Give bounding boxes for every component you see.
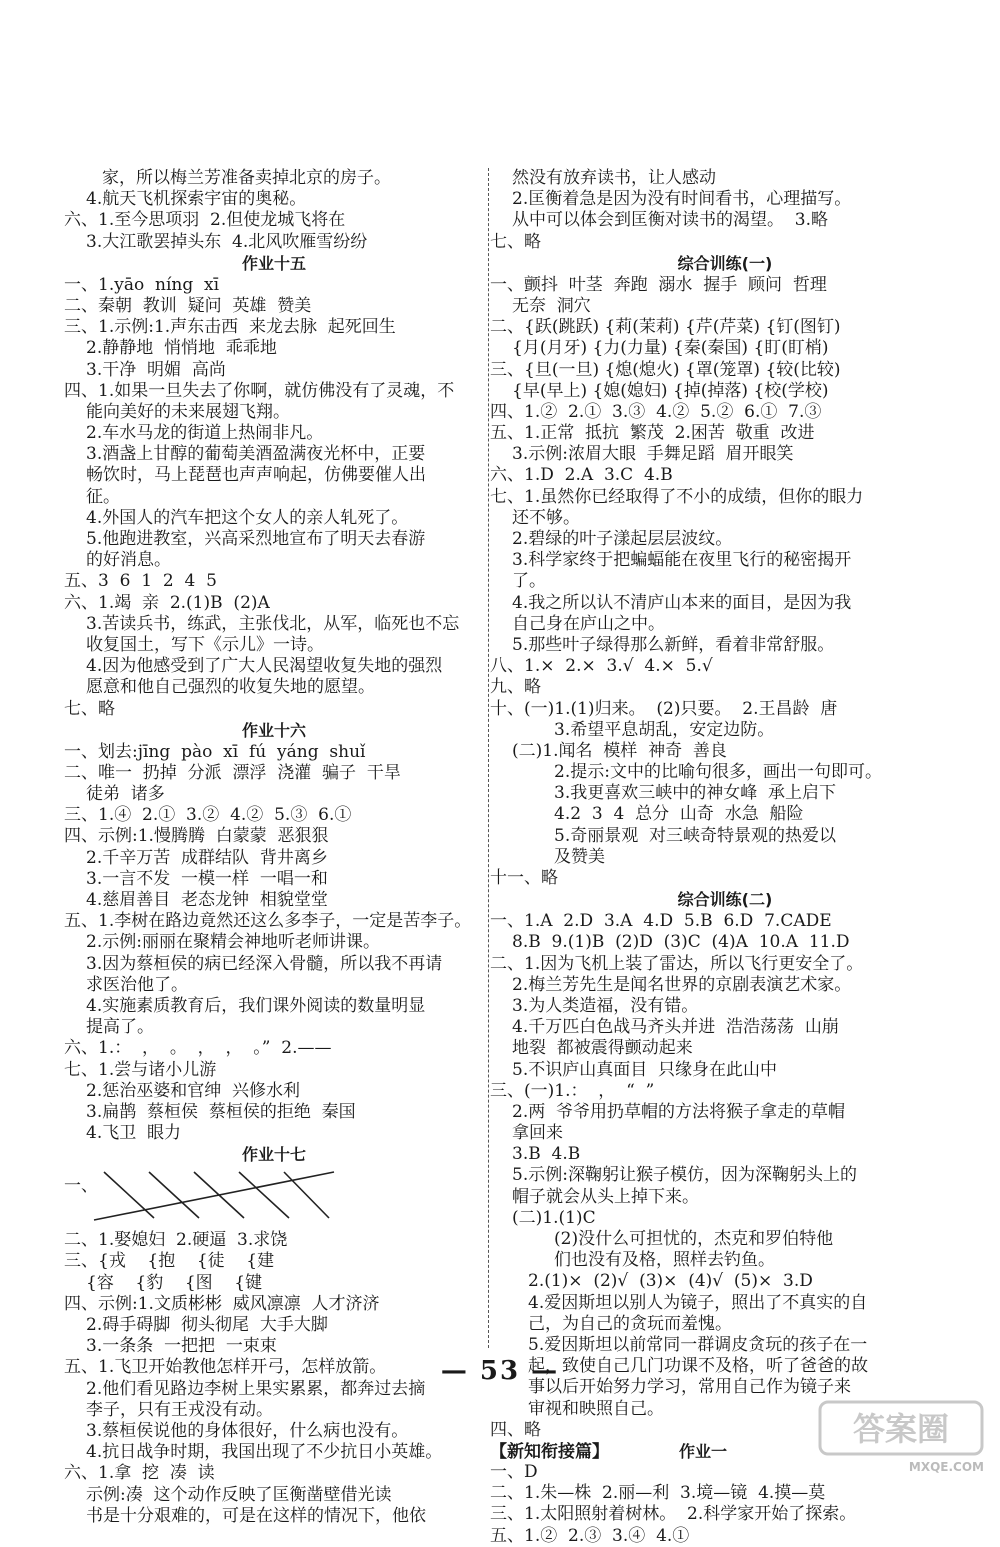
answer-line: 四、略 [490,1419,541,1440]
watermark-logo [816,1398,986,1474]
answer-line: 4.抗日战争时期，我国出现了不少抗日小英雄。 [86,1442,443,1463]
matching-line [239,1172,289,1218]
right-column [490,168,960,1547]
answer-line: 的好消息。 [86,550,171,571]
answer-line: 四、1.② 2.① 3.③ 4.② 5.② 6.① 7.③ [490,401,822,422]
answer-line: 3.大江歌罢掉头东 4.北风吹雁雪纷纷 [86,231,368,252]
answer-line: 3.B 4.B [512,1144,581,1165]
answer-line: {早(早上) {媳(媳妇) {掉(掉落) {校(学校) [512,380,829,401]
answer-line: 五、1.飞卫开始教他怎样开弓，怎样放箭。 [64,1357,387,1378]
answer-line: 事以后开始努力学习，常用自己作为镜子来 [528,1377,851,1398]
answer-line: 四、示例:1.文质彬彬 威风凛凛 人才济济 [64,1293,380,1314]
answer-line: 一、颤抖 叶茎 奔跑 溺水 握手 顾问 哲理 [490,274,827,295]
answer-line: 还不够。 [512,507,580,528]
answer-line: 二、唯一 扔掉 分派 漂浮 浇灌 骗子 干旱 [64,762,401,783]
answer-line: 一、划去:jīng pào xī fú yáng shuǐ [64,741,366,762]
answer-line: 一、1.yāo níng xī [64,274,220,295]
answer-line: 3.扁鹊 蔡桓侯 蔡桓侯的拒绝 秦国 [86,1101,356,1122]
answer-line: 们也没有及格，照样去钓鱼。 [554,1250,775,1271]
answer-line: 3.干净 明媚 高尚 [86,359,226,380]
answer-line: 2.千辛万苦 成群结队 背井离乡 [86,847,328,868]
answer-line: 无奈 洞穴 [512,295,591,316]
answer-line: 三、1.示例:1.声东击西 来龙去脉 起死回生 [64,317,396,338]
answer-line: 二、1.因为飞机上装了雷达，所以飞行更安全了。 [490,953,864,974]
answer-line: 3.我更喜欢三峡中的神女峰 承上启下 [554,783,837,804]
answer-line: 4.外国人的汽车把这个女人的亲人轧死了。 [86,507,409,528]
answer-line: 畅饮时，马上琵琶也声声响起，仿佛要催人出 [86,465,426,486]
answer-line: 己，为自己的贪玩而羞愧。 [528,1313,732,1334]
answer-line: 审视和映照自己。 [528,1398,664,1419]
answer-line: 4.我之所以认不清庐山本来的面目，是因为我 [512,592,852,613]
answer-line: 3.科学家终于把蝙蝠能在夜里飞行的秘密揭开 [512,550,852,571]
answer-line: 徒弟 诸多 [86,784,165,805]
answer-line: 4.飞卫 眼力 [86,1123,182,1144]
matching-lines-icon [64,1166,364,1230]
answer-line: 4.航天飞机探索宇宙的奥秘。 [86,189,307,210]
answer-line: 示例:凑 这个动作反映了匡衡凿壁借光读 [86,1484,392,1505]
answer-line: 三、1.太阳照射着树林。 2.科学家开始了探索。 [490,1504,857,1525]
exercise-label: 一、 [64,1176,98,1197]
answer-line: 求医治他了。 [86,974,188,995]
matching-line [149,1172,199,1218]
answer-line: 提高了。 [86,1017,154,1038]
answer-line: 一、D [490,1462,538,1483]
svg-text:答案圈: 答案圈 [852,1410,950,1448]
answer-line: 2.示例:丽丽在聚精会神地听老师讲课。 [86,932,380,953]
answer-line: 二、1.朱—株 2.丽—利 3.境—镜 4.摸—莫 [490,1483,826,1504]
answer-line: 二、1.娶媳妇 2.硬逼 3.求饶 [64,1230,288,1251]
section-heading: 作业十六 [241,720,306,740]
answer-line: 收复国土，写下《示儿》一诗。 [86,634,324,655]
answer-line: 及赞美 [554,846,605,867]
answer-line: 4.爱因斯坦以别人为镜子，照出了不真实的自 [528,1292,868,1313]
answer-line: 5.示例:深鞠躬让猴子模仿，因为深鞠躬头上的 [512,1165,857,1186]
answer-line: 3.希望平息胡乱，安定边防。 [554,719,775,740]
answer-line: 8.B 9.(1)B (2)D (3)C (4)A 10.A 11.D [512,932,850,953]
answer-line: (二)1.(1)C [512,1207,596,1228]
answer-line: 三、{戎 {抱 {徒 {建 [64,1251,275,1272]
answer-line: 十、(一)1.(1)归来。 (2)只要。 2.王昌龄 唐 [490,698,838,719]
page-number: — 53 — [440,1356,560,1386]
answer-line: 一、1.A 2.D 3.A 4.D 5.B 6.D 7.CADE [490,911,832,932]
matching-exercise [64,1166,484,1230]
answer-line: 征。 [86,486,120,507]
answer-line: 五、1.李树在路边竟然还这么多李子，一定是苦李子。 [64,911,472,932]
answer-line: 5.那些叶子绿得那么新鲜，看着非常舒服。 [512,634,835,655]
answer-line: 2.两 爷爷用扔草帽的方法将猴子拿走的草帽 [512,1101,846,1122]
answer-line: 六、1.： ， 。 ， ， 。” 2.—— [64,1038,332,1059]
answer-line: 3.酒盏上甘醇的葡萄美酒盈满夜光杯中，正要 [86,444,426,465]
answer-line: 3.一条条 一把把 一束束 [86,1336,277,1357]
answer-line: 六、1.竭 亲 2.(1)B (2)A [64,592,270,613]
section-heading: 综合训练(一) [677,253,773,273]
column-divider [488,168,489,1348]
answer-line: 2.匡衡着急是因为没有时间看书，心理描写。 [512,189,852,210]
answer-line: 九、略 [490,677,541,698]
answer-line: (2)没什么可担忧的，杰克和罗伯特他 [554,1229,834,1249]
answer-line: 5.奇丽景观 对三峡奇特景观的热爱以 [554,825,837,846]
answer-line: 八、1.× 2.× 3.√ 4.× 5.√ [490,656,713,677]
answer-line: 自己身在庐山之中。 [512,613,665,634]
answer-line: 2.碧绿的叶子漾起层层波纹。 [512,529,733,549]
section-heading: 作业一 [679,1441,728,1461]
section-heading: 作业十七 [241,1145,306,1165]
answer-line: 七、1.虽然你已经取得了不小的成绩，但你的眼力 [490,486,864,507]
answer-line: 四、1.如果一旦失去了你啊，就仿佛没有了灵魂，不 [64,380,455,401]
answer-line: 2.梅兰芳先生是闻名世界的京剧表演艺术家。 [512,974,852,995]
left-column [64,168,484,1527]
answer-line: 李子，只有王戎没有动。 [86,1399,273,1420]
answer-line: 起，致使自己几门功课不及格，听了爸爸的故 [528,1356,868,1377]
answer-line: 2.(1)× (2)√ (3)× (4)√ (5)× 3.D [528,1271,813,1292]
answer-line: 愿意和他自己强烈的收复失地的愿望。 [86,677,375,698]
answer-line: 三、1.④ 2.① 3.② 4.② 5.③ 6.① [64,805,352,826]
answer-line: 3.为人类造福，没有错。 [512,995,699,1016]
answer-line: 七、略 [64,698,115,719]
answer-line: 六、1.D 2.A 3.C 4.B [490,465,673,486]
answer-line: 二、{跃(跳跃) {莉(茉莉) {芹(芹菜) {钉(图钉) [490,317,841,338]
section-tag: 【新知衔接篇】 [490,1441,609,1462]
answer-line: 二、秦朝 教训 疑问 英雄 赞美 [64,295,312,316]
answer-line: 七、略 [490,231,541,252]
answer-line: 5.爱因斯坦以前常同一群调皮贪玩的孩子在一 [528,1334,868,1355]
section-heading: 作业十五 [241,253,306,273]
answer-line: 地裂 都被震得颤动起来 [512,1038,693,1059]
answer-line: 七、1.尝与诸小儿游 [64,1059,217,1080]
answer-line: 帽子就会从头上掉下来。 [512,1186,699,1207]
answer-line: 5.不识庐山真面目 只缘身在此山中 [512,1059,778,1080]
answer-line: 五、1.② 2.③ 3.④ 4.① [490,1525,690,1546]
answer-line: (二)1.闻名 模样 神奇 善良 [512,740,727,761]
watermark-url: MXQE.COM [908,1460,984,1474]
answer-line: 2.惩治巫婆和官绅 兴修水利 [86,1080,301,1101]
answer-line: 4.慈眉善目 老态龙钟 相貌堂堂 [86,890,328,910]
answer-line: 六、1.拿 挖 凑 读 [64,1463,215,1484]
answer-line: 四、示例:1.慢腾腾 白蒙蒙 恶狠狠 [64,826,329,847]
answer-line: {容 {豹 {图 {键 [86,1272,263,1293]
answer-line: 5.他跑进教室，兴高采烈地宣布了明天去春游 [86,529,426,549]
watermark-stamp-icon [816,1398,986,1460]
answer-line: 4.实施素质教育后，我们课外阅读的数量明显 [86,995,426,1016]
answer-line: 家，所以梅兰芳准备卖掉北京的房子。 [102,168,391,188]
answer-line: 拿回来 [512,1123,563,1144]
answer-line: 三、(一)1.： ， “ ” [490,1080,655,1101]
answer-line: 书是十分艰难的，可是在这样的情况下，他依 [86,1505,426,1526]
answer-line: 4.2 3 4 总分 山奇 水急 船险 [554,804,804,825]
answer-line: 3.苦读兵书，练武，主张伐北，从军，临死也不忘 [86,613,460,634]
answer-line: 三、{旦(一旦) {熄(熄火) {罩(笼罩) {较(比较) [490,359,841,380]
answer-line: 十一、略 [490,868,558,888]
answer-line: 3.一言不发 一模一样 一唱一和 [86,868,328,889]
answer-line: 从中可以体会到匡衡对读书的渴望。 3.略 [512,210,829,231]
answer-line: 然没有放弃读书，让人感动 [512,168,716,188]
answer-line: 2.静静地 悄悄地 乖乖地 [86,338,277,359]
matching-line [284,1172,329,1218]
section-heading: 综合训练(二) [677,890,773,910]
answer-line: 五、3 6 1 2 4 5 [64,571,217,592]
answer-line: 3.因为蔡桓侯的病已经深入骨髓，所以我不再请 [86,953,443,974]
answer-line: 六、1.至今思项羽 2.但使龙城飞将在 [64,210,346,231]
answer-line: 2.他们看见路边李树上果实累累，都奔过去摘 [86,1378,426,1399]
answer-line: 能向美好的未来展翅飞翔。 [86,401,290,422]
matching-line [104,1172,154,1218]
answer-line: 3.蔡桓侯说他的身体很好，什么病也没有。 [86,1420,409,1441]
answer-line: 4.因为他感受到了广大人民渴望收复失地的强烈 [86,656,443,677]
answer-line: 4.千万匹白色战马齐头并进 浩浩荡荡 山崩 [512,1017,839,1038]
answer-line: 2.提示:文中的比喻句很多，画出一句即可。 [554,762,882,783]
answer-line: 2.车水马龙的街道上热闹非凡。 [86,423,324,444]
answer-line: {月(月牙) {力(力量) {秦(秦国) {盯(盯梢) [512,338,829,359]
answer-line: 五、1.正常 抵抗 繁茂 2.困苦 敬重 改进 [490,423,815,444]
answer-line: 2.碍手碍脚 彻头彻尾 大手大脚 [86,1315,328,1335]
answer-line: 了。 [512,571,546,592]
answer-line: 3.示例:浓眉大眼 手舞足蹈 眉开眼笑 [512,444,794,465]
